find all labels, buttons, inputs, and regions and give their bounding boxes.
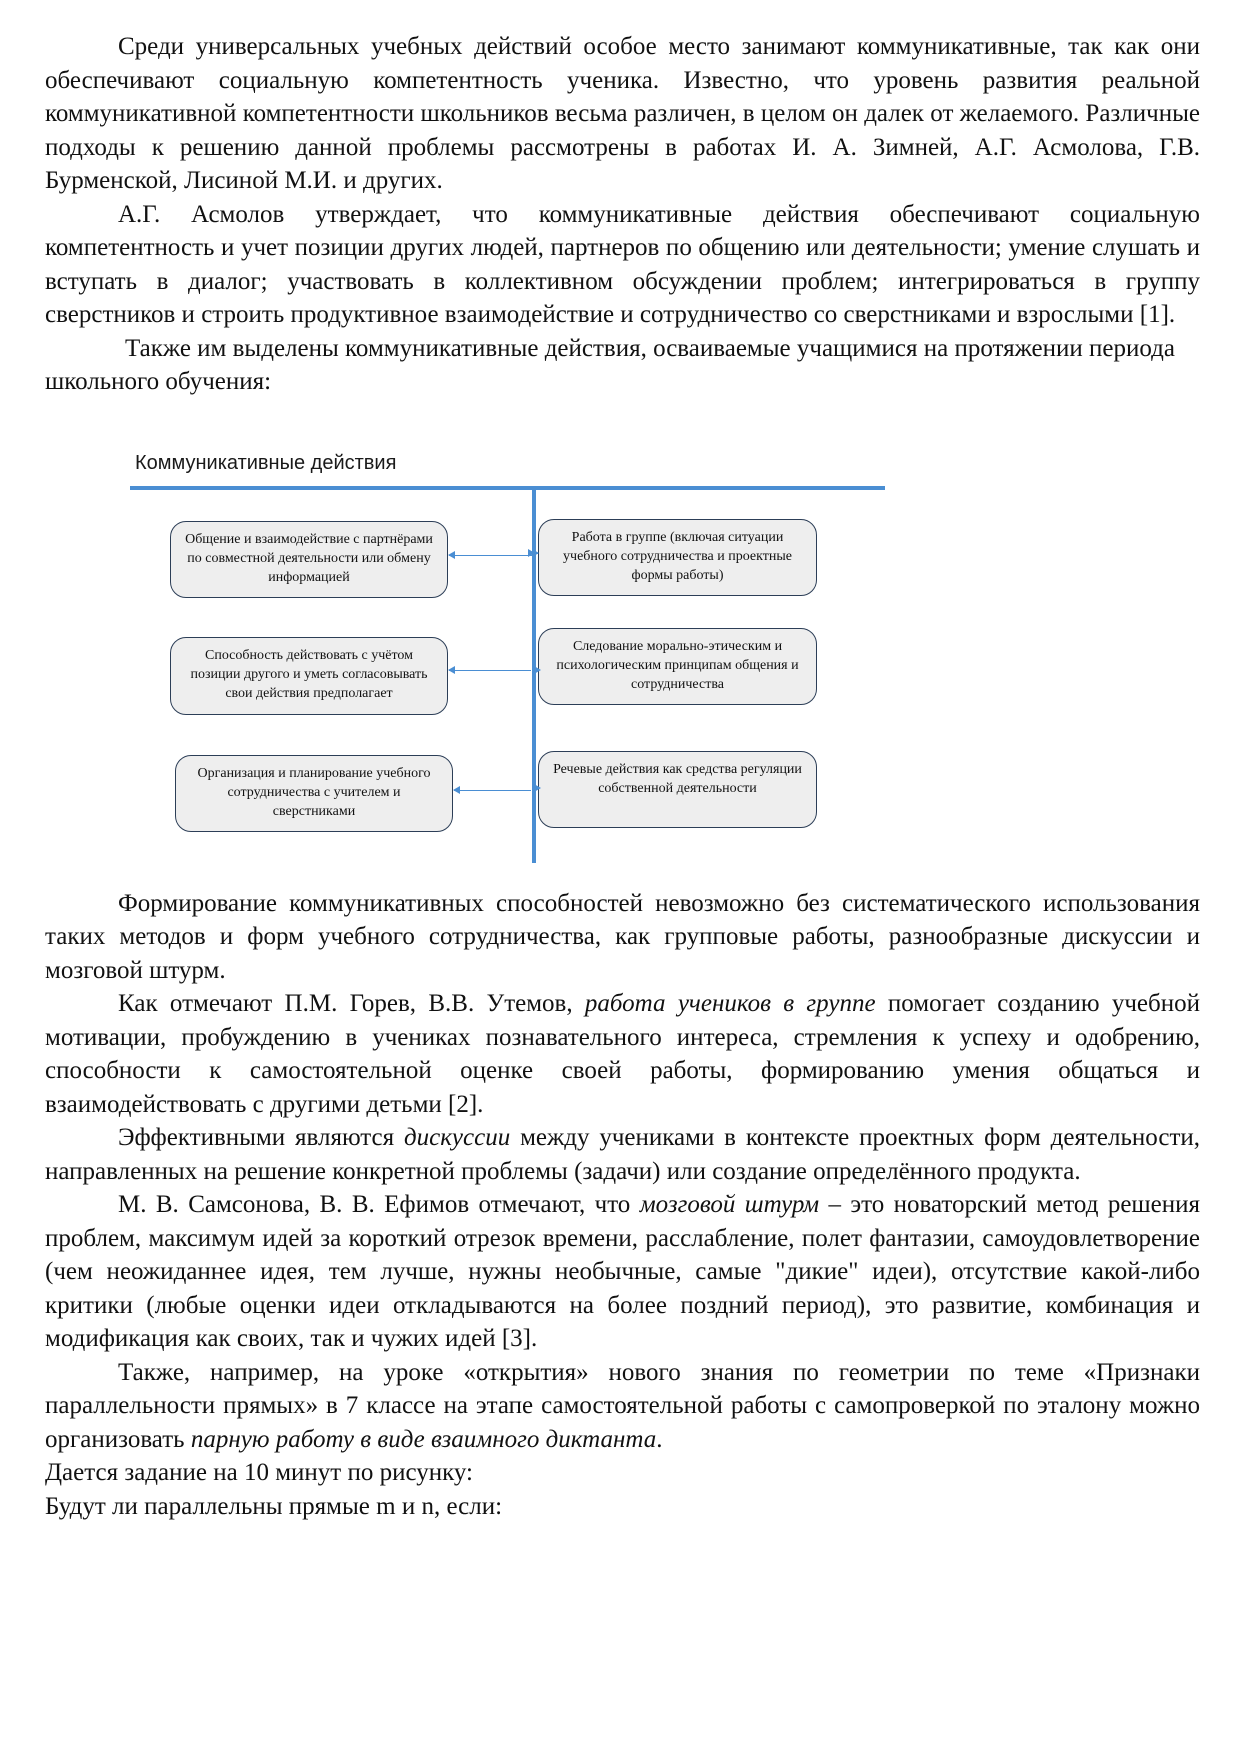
diagram-box-left-2: Способность действовать с учётом позиции другого и уметь согласовывать свои действия предполагает [170,637,448,715]
diagram-box-right-2: Следование морально-этическим и психологическим принципам общения и сотрудничества [538,628,817,705]
italic-term: парную работу в виде взаимного диктанта [190,1425,657,1453]
diagram-box-right-3: Речевые действия как средства регуляции собственной деятельности [538,751,817,828]
italic-term: работа учеников в группе [584,990,876,1017]
text-span: – это новаторский метод решения проблем, максимум идей за короткий отрезок времени, расслабление, полет фантазии, самоудовлетворение (чем неожиданнее идея, тем лучше, нужны необычные, самые "дикие" идеи), отсутствие какой-либо критики (любые оценки идеи откладываются на более поздний период), это развитие, комбинация и модификация как своих, так и чужих идей [3]. [45,1191,1201,1352]
paragraph-forming: Формирование коммуникативных способностей невозможно без систематического использования таких методов и форм учебного сотрудничества, как групповые работы, разнообразные дискуссии и мозговой штурм. [45,889,1200,984]
italic-term: мозговой штурм [639,1191,820,1218]
text-span: . [656,1425,663,1453]
paragraph-geometry-example [45,1356,1200,1457]
communicative-actions-diagram [45,435,1200,875]
arrow-left-3-icon [454,790,531,792]
diagram-box-left-3: Организация и планирование учебного сотрудничества с учителем и сверстниками [175,755,453,832]
text-span: Также, например, на уроке «открытия» нового знания по геометрии по теме «Признаки параллельности прямых» в 7 классе на этапе самостоятельной работы с самопроверкой по эталону можно организовать [45,1358,1200,1453]
arrow-left-2-icon [449,670,531,672]
diagram-box-left-1: Общение и взаимодействие с партнёрами по совместной деятельности или обмену информацией [170,521,448,598]
paragraph-intro: Среди универсальных учебных действий особое место занимают коммуникативные, так как они обеспечивают социальную компетентность ученика. Известно, что уровень развития реальной коммуникативной компетентности школьников весьма различен, в целом он далек от желаемого. Различные подходы к решению данной проблемы рассмотрены в работах И. А. Зимней, А.Г. Асмолова, Г.В. Бурменской, Лисиной М.И. и других. [45,33,1200,194]
paragraph-asmolov: А.Г. Асмолов утверждает, что коммуникативные действия обеспечивают социальную компетентность и учет позиции других людей, партнеров по общению или деятельности; умение слушать и вступать в диалог; участвовать в коллективном обсуждении проблем; интегрироваться в группу сверстников и строить продуктивное взаимодействие и сотрудничество со сверстниками и взрослыми [1]. [45,200,1200,328]
italic-term: дискуссии [403,1124,511,1151]
text-span: между учениками в контексте проектных форм деятельности, направленных на решение конкретной проблемы (задачи) или создание определённого продукта. [45,1124,1200,1185]
text-span: Эффективными являются [118,1124,404,1151]
diagram-box-right-1: Работа в группе (включая ситуации учебного сотрудничества и проектные формы работы) [538,519,817,596]
diagram-horizontal-line [130,486,885,490]
diagram-title: Коммуникативные действия [135,451,397,474]
text-span: Как отмечают П.М. Горев, В.В. Утемов, [118,990,585,1017]
paragraph-brainstorm [45,1188,1200,1356]
paragraph-discussions [45,1121,1200,1188]
arrow-left-1-icon [449,555,534,557]
text-span: помогает созданию учебной мотивации, пробуждению в учениках познавательного интереса, стремления к успеху и одобрению, способности к самостоятельной оценке своей работы, формированию умения общаться и взаимодействовать с другими детьми [2]. [45,990,1200,1118]
paragraph-diagram-intro: Также им выделены коммуникативные действия, осваиваемые учащимися на протяжении периода школьного обучения: [45,334,1175,395]
document-page [45,30,1200,1523]
text-span: М. В. Самсонова, В. В. Ефимов отмечают, что [118,1191,640,1218]
diagram-vertical-line [532,487,536,863]
text-after-diagram [45,887,1200,1524]
paragraph-question: Будут ли параллельны прямые m и n, если: [45,1492,503,1520]
paragraph-group-work [45,987,1200,1121]
paragraph-task: Дается задание на 10 минут по рисунку: [45,1459,474,1486]
